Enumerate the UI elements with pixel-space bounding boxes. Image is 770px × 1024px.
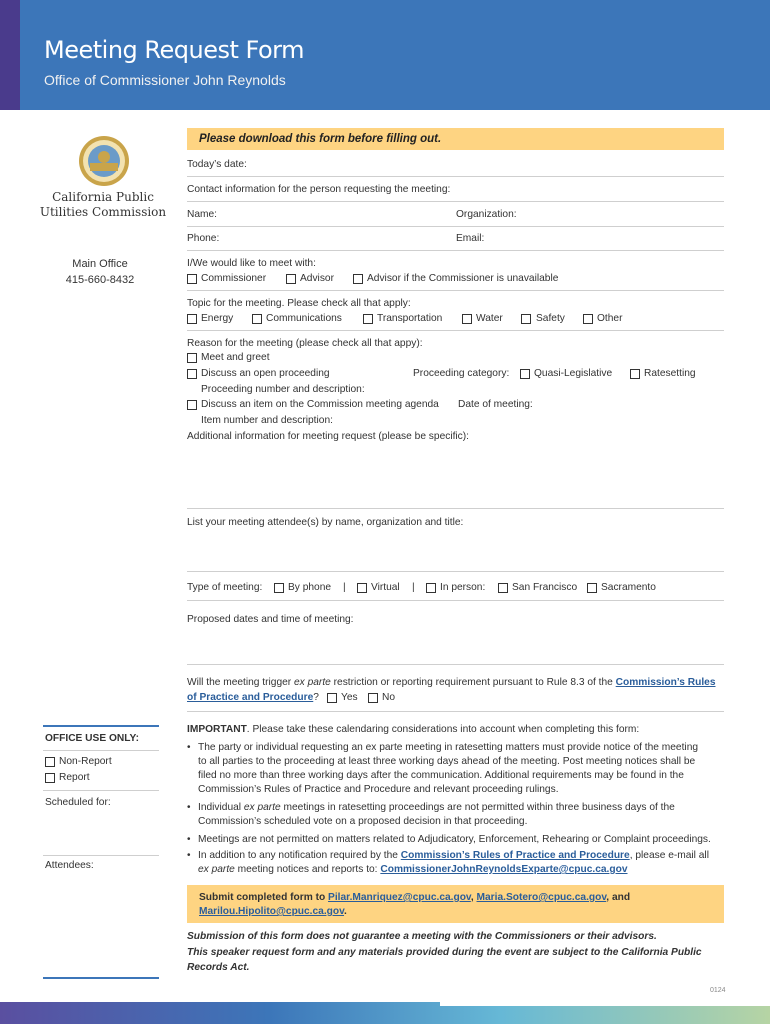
bullet-2-part1: Individual	[198, 802, 244, 813]
advisor-if-unavailable-checkbox[interactable]	[353, 274, 363, 284]
office-use-rule	[43, 750, 159, 751]
bullet-1-line3: filed no more than three working days after the communication. Additional requirements may be found in the	[198, 770, 684, 781]
submit-line2	[199, 906, 347, 917]
bullet-4-part3: meeting notices and reports to:	[234, 864, 381, 875]
exparte-yes-checkbox[interactable]	[327, 693, 337, 703]
quasi-legislative-label: Quasi-Legislative	[534, 368, 613, 379]
meeting-type-rule	[187, 600, 724, 601]
virtual-label: Virtual	[371, 582, 400, 593]
download-banner-text: Please download this form before filling out.	[199, 133, 442, 145]
report-checkbox[interactable]	[45, 773, 55, 783]
other-checkbox[interactable]	[583, 314, 593, 324]
submit-comma: ,	[470, 892, 477, 903]
advisor-if-unavailable-label: Advisor if the Commissioner is unavailable	[367, 273, 559, 284]
ratesetting-label: Ratesetting	[644, 368, 696, 379]
reason-label: Reason for the meeting (please check all that appy):	[187, 338, 423, 349]
scheduled-rule	[43, 855, 159, 856]
disclaimer-line1: Submission of this form does not guarantee a meeting with the Commissioners or their advisors.	[187, 931, 657, 942]
san-francisco-label: San Francisco	[512, 582, 578, 593]
quasi-legislative-checkbox[interactable]	[520, 369, 530, 379]
meeting-type-label: Type of meeting:	[187, 582, 263, 593]
important-intro	[187, 724, 639, 735]
report-rule	[43, 790, 159, 791]
bullet-1-dot: •	[187, 742, 191, 753]
sacramento-checkbox[interactable]	[587, 583, 597, 593]
in-person-checkbox[interactable]	[426, 583, 436, 593]
exparte-q-italic: ex parte	[294, 677, 331, 688]
attendees-label: Attendees:	[45, 860, 94, 871]
by-phone-label: By phone	[288, 582, 332, 593]
transportation-checkbox[interactable]	[363, 314, 373, 324]
office-phone: 415-660-8432	[65, 274, 135, 286]
exparte-email-link[interactable]: CommissionerJohnReynoldsExparte@cpuc.ca.gov	[380, 864, 628, 875]
phone-rule	[187, 250, 724, 251]
ratesetting-checkbox[interactable]	[630, 369, 640, 379]
san-francisco-checkbox[interactable]	[498, 583, 508, 593]
exparte-q-part2: restriction or reporting requirement pursuant to Rule 8.3 of the	[330, 677, 616, 688]
proposed-dates-rule	[187, 664, 724, 665]
exparte-question-line1	[187, 677, 716, 688]
bullet-2-line2: Commission’s scheduled vote on a proposed decision in that proceeding.	[198, 816, 528, 827]
topic-rule	[187, 330, 724, 331]
phone-field[interactable]: Phone:	[187, 233, 220, 244]
bullet-2-dot: •	[187, 802, 191, 813]
meet-greet-label: Meet and greet	[201, 352, 270, 363]
item-number-field[interactable]: Item number and description:	[201, 415, 333, 426]
non-report-checkbox[interactable]	[45, 757, 55, 767]
submit-prefix: Submit completed form to	[199, 892, 329, 903]
non-report-label: Non-Report	[59, 756, 112, 767]
proceeding-number-field[interactable]: Proceeding number and description:	[201, 384, 365, 395]
header-accent-bar	[0, 0, 20, 110]
scheduled-label: Scheduled for:	[45, 797, 111, 808]
meet-with-rule	[187, 290, 724, 291]
communications-checkbox[interactable]	[252, 314, 262, 324]
bullet-1-line1: The party or individual requesting an ex parte meeting in ratesetting matters must provide notice of the meeting	[198, 742, 699, 753]
exparte-q-part1: Will the meeting trigger	[187, 677, 295, 688]
exparte-no-label: No	[382, 692, 396, 703]
energy-checkbox[interactable]	[187, 314, 197, 324]
todays-date-label[interactable]: Today’s date:	[187, 159, 247, 170]
sidebar-bottom-divider	[43, 977, 159, 979]
main-office	[40, 256, 160, 288]
safety-checkbox[interactable]	[521, 314, 531, 324]
org-name-line1: California Public	[52, 190, 154, 204]
agenda-item-label: Discuss an item on the Commission meeting agenda	[201, 399, 439, 410]
bullet-4-line2	[198, 864, 628, 875]
bullet-1-line4: Commission’s Rules of Practice and Procedure and relevant proceeding rulings.	[198, 784, 559, 795]
commissioner-checkbox[interactable]	[187, 274, 197, 284]
agenda-item-checkbox[interactable]	[187, 400, 197, 410]
submit-email-1[interactable]: Pilar.Manriquez@cpuc.ca.gov	[328, 892, 471, 903]
email-field[interactable]: Email:	[456, 233, 485, 244]
sacramento-label: Sacramento	[601, 582, 656, 593]
bullet-4-line1	[198, 850, 709, 861]
virtual-checkbox[interactable]	[357, 583, 367, 593]
additional-info-field[interactable]: Additional information for meeting request (please be specific):	[187, 431, 470, 442]
submit-dot: .	[344, 906, 347, 917]
transportation-label: Transportation	[377, 313, 443, 324]
question-mark: ?	[313, 692, 319, 703]
exparte-question-line2	[187, 692, 319, 703]
rules-link-part1[interactable]: Commission’s Rules	[615, 677, 716, 688]
submit-email-2[interactable]: Maria.Sotero@cpuc.ca.gov	[476, 892, 607, 903]
additional-info-rule	[187, 508, 724, 509]
todays-date-rule	[187, 176, 724, 177]
submit-and: , and	[606, 892, 631, 903]
org-name	[38, 190, 168, 220]
advisor-checkbox[interactable]	[286, 274, 296, 284]
bullet-4-italic: ex parte	[198, 864, 235, 875]
meet-greet-checkbox[interactable]	[187, 353, 197, 363]
office-label: Main Office	[72, 258, 128, 270]
advisor-label: Advisor	[300, 273, 334, 284]
page-title: Meeting Request Form	[44, 36, 304, 64]
footer-white-notch	[440, 1000, 770, 1006]
exparte-yes-label: Yes	[341, 692, 358, 703]
bullet-4-rules-link[interactable]: Commission’s Rules of Practice and Procedure	[400, 850, 630, 861]
important-intro-text: . Please take these calendaring considerations into account when completing this form:	[246, 724, 640, 735]
safety-label: Safety	[536, 313, 565, 324]
disclaimer-line3: Records Act.	[187, 962, 250, 973]
attendee-list-rule	[187, 571, 724, 572]
page-subtitle: Office of Commissioner John Reynolds	[44, 72, 286, 88]
report-label: Report	[59, 772, 90, 783]
bullet-2-italic: ex parte	[243, 802, 281, 813]
name-rule	[187, 226, 724, 227]
submit-email-3[interactable]: Marilou.Hipolito@cpuc.ca.gov	[199, 906, 345, 917]
meet-with-label: I/We would like to meet with:	[187, 258, 316, 269]
separator-1: |	[343, 582, 346, 593]
attendee-list-field[interactable]: List your meeting attendee(s) by name, organization and title:	[187, 517, 464, 528]
bullet-4-part2: , please e-mail all	[629, 850, 709, 861]
important-label: IMPORTANT	[187, 724, 247, 735]
cpuc-seal-icon	[78, 135, 130, 187]
proceeding-category-label: Proceeding category:	[413, 368, 510, 379]
bullet-3-dot: •	[187, 834, 191, 845]
in-person-label: In person:	[440, 582, 486, 593]
other-label: Other	[597, 313, 623, 324]
water-checkbox[interactable]	[462, 314, 472, 324]
exparte-rule	[187, 711, 724, 712]
bullet-2-part2: meetings in ratesetting proceedings are not permitted within three business days of the	[280, 802, 675, 813]
bullet-4-part1: In addition to any notification required by the	[198, 850, 401, 861]
date-of-meeting-field[interactable]: Date of meeting:	[458, 399, 533, 410]
water-label: Water	[476, 313, 503, 324]
exparte-no-checkbox[interactable]	[368, 693, 378, 703]
open-proceeding-checkbox[interactable]	[187, 369, 197, 379]
rules-link-part2[interactable]: of Practice and Procedure	[187, 692, 314, 703]
disclaimer-line2: This speaker request form and any materials provided during the event are subject to the California Public	[187, 947, 702, 958]
bullet-3-line1: Meetings are not permitted on matters related to Adjudicatory, Enforcement, Rehearing or Complaint proceedings.	[198, 834, 711, 845]
by-phone-checkbox[interactable]	[274, 583, 284, 593]
form-code: 0124	[710, 987, 726, 994]
submit-banner	[187, 885, 724, 923]
bullet-2-line1	[198, 802, 675, 813]
contact-rule	[187, 201, 724, 202]
open-proceeding-label: Discuss an open proceeding	[201, 368, 330, 379]
contact-label: Contact information for the person requesting the meeting:	[187, 184, 451, 195]
org-name-line2: Utilities Commission	[39, 205, 167, 219]
name-field[interactable]: Name:	[187, 209, 218, 220]
energy-label: Energy	[201, 313, 234, 324]
submit-line1	[199, 892, 630, 903]
office-use-label: OFFICE USE ONLY:	[45, 733, 139, 744]
proposed-dates-field[interactable]: Proposed dates and time of meeting:	[187, 614, 354, 625]
bullet-1-line2: to all parties to the proceeding at least three working days ahead of the meeting. Post meeting notices shall be	[198, 756, 696, 767]
communications-label: Communications	[266, 313, 342, 324]
organization-field[interactable]: Organization:	[456, 209, 517, 220]
separator-2: |	[412, 582, 415, 593]
office-use-divider	[43, 725, 159, 727]
topic-label: Topic for the meeting. Please check all that apply:	[187, 298, 411, 309]
bullet-4-dot: •	[187, 850, 191, 861]
commissioner-label: Commissioner	[201, 273, 267, 284]
